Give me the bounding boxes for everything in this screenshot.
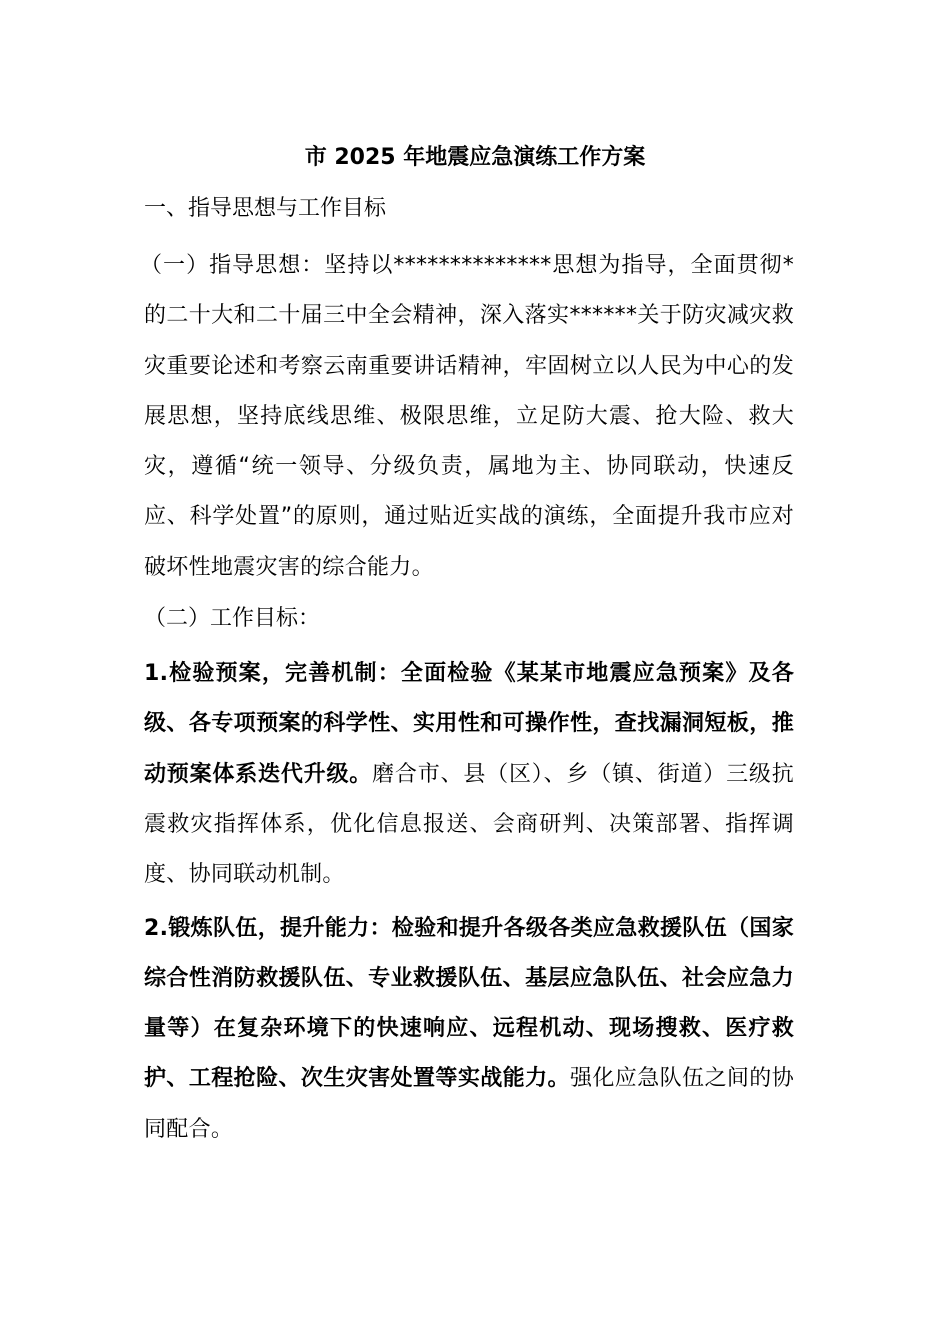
goal-2-normal-text: 强化应急队伍之间的协同配合。 <box>144 1066 794 1142</box>
guiding-thought-paragraph: （一）指导思想：坚持以**************思想为指导，全面贯彻*的二十大和二十届三中全会精神，深入落实******关于防灾减灾救灾重要论述和考察云南重要讲话精神，牢固树立以人民为中心的发展思想，坚持底线思维、极限思维，立足防大震、抢大险、救大灾，遵循“统一领导、分级负责，属地为主、协同联动，快速反应、科学处置”的原则，通过贴近实战的演练，全面提升我市应对破坏性地震灾害的综合能力。 <box>140 253 794 580</box>
goal-2-bold-text: 2.锻炼队伍，提升能力：检验和提升各级各类应急救援队伍（国家综合性消防救援队伍、专业救援队伍、基层应急队伍、社会应急力量等）在复杂环境下的快速响应、远程机动、现场搜救、医疗救护、工程抢险、次生灾害处置等实战能力。 <box>144 915 794 1092</box>
document-title: 市 2025 年地震应急演练工作方案 <box>304 145 646 170</box>
work-goals-heading: （二）工作目标： <box>144 606 321 632</box>
goal-2-paragraph <box>144 904 794 1155</box>
goal-1-normal-text: 磨合市、县（区）、乡（镇、街道）三级抗震救灾指挥体系，优化信息报送、会商研判、决策部署、指挥调度、协同联动机制。 <box>144 761 794 888</box>
document-page <box>140 138 794 1158</box>
section-heading-guiding-and-goals: 一、指导思想与工作目标 <box>144 196 387 221</box>
goal-1-bold-text: 1.检验预案，完善机制：全面检验《某某市地震应急预案》及各级、各专项预案的科学性、实用性和可操作性，查找漏洞短板，推动预案体系迭代升级。 <box>144 661 794 787</box>
goal-1-paragraph <box>144 649 794 900</box>
